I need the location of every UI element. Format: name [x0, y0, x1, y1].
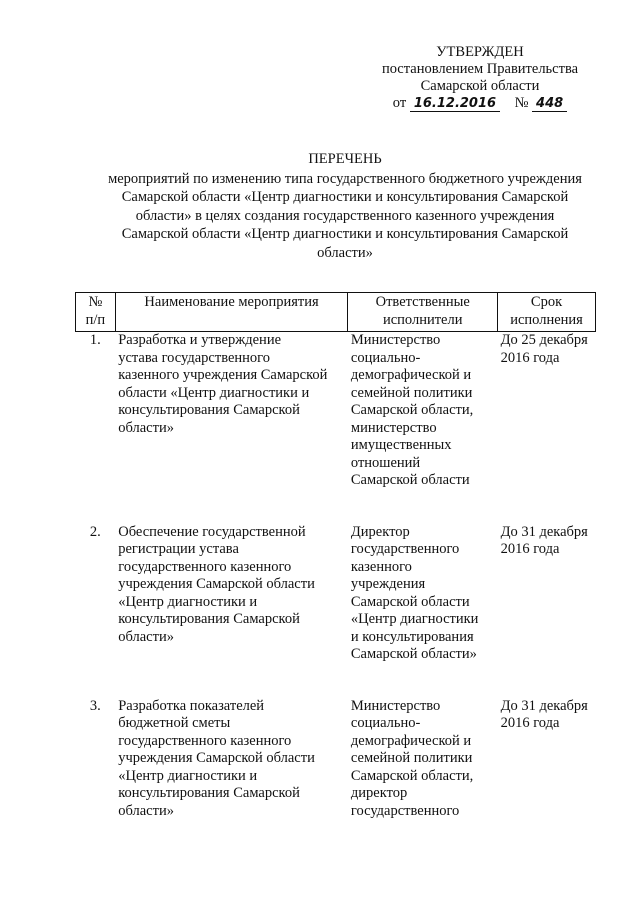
row-responsible: [348, 524, 498, 664]
row-responsible-line: Самарской области: [350, 593, 470, 610]
row-deadline: [498, 524, 596, 664]
row-deadline-line: До 31 декабря: [500, 523, 588, 540]
row-deadline-line: До 25 декабря: [500, 332, 588, 348]
subtitle-line: области» в целях создания государственного казенного учреждения: [135, 207, 555, 224]
row-activity-line: области «Центр диагностики и: [118, 384, 310, 401]
row-responsible: [348, 332, 498, 490]
number-prefix: №: [514, 95, 529, 111]
row-activity-line: области»: [118, 802, 174, 819]
row-responsible-line: имущественных: [350, 437, 452, 453]
subtitle-line: мероприятий по изменению типа государственного бюджетного учреждения: [108, 170, 582, 187]
row-activity-line: государственного казенного: [118, 558, 292, 575]
header-text: исполнения: [510, 311, 583, 328]
row-activity-line: консультирования Самарской: [118, 402, 300, 418]
row-responsible-line: Министерство: [350, 697, 441, 714]
row-responsible-line: государственного: [350, 802, 460, 819]
subtitle-line: Самарской области «Центр диагностики и консультирования Самарской: [121, 189, 569, 205]
approval-block: [360, 44, 600, 112]
row-deadline-line: 2016 года: [500, 715, 560, 731]
row-responsible-line: Директор: [350, 523, 410, 540]
row-responsible-line: казенного: [350, 558, 412, 575]
row-deadline-line: 2016 года: [500, 349, 560, 366]
row-responsible-line: и консультирования: [350, 628, 474, 645]
row-activity-line: устава государственного: [118, 349, 271, 366]
document-heading: ПЕРЕЧЕНЬ: [308, 151, 382, 167]
handwritten-date: 16.12.2016: [410, 96, 500, 112]
activities-table: [75, 292, 596, 820]
row-activity-line: бюджетной сметы: [118, 715, 231, 731]
header-responsible: [348, 293, 498, 332]
row-deadline-line: 2016 года: [500, 541, 560, 557]
table-row: [76, 332, 596, 490]
row-deadline: [498, 332, 596, 490]
header-number: [76, 293, 116, 332]
row-deadline-line: До 31 декабря: [500, 697, 588, 714]
header-text: Ответственные: [375, 294, 470, 310]
row-activity: [115, 332, 348, 490]
header-text: №: [88, 294, 103, 310]
date-prefix: от: [392, 95, 407, 111]
row-activity-line: казенного учреждения Самарской: [118, 367, 328, 383]
row-activity-line: учреждения Самарской области: [118, 750, 315, 766]
table-header-row: [76, 293, 596, 332]
row-responsible-line: «Центр диагностики: [350, 611, 479, 627]
row-activity-line: государственного казенного: [118, 732, 292, 749]
row-responsible-line: отношений: [350, 454, 421, 471]
table-row: [76, 698, 596, 821]
row-number: 1.: [89, 332, 101, 348]
row-activity-line: области»: [118, 628, 174, 645]
approval-line-1: постановлением Правительства: [381, 61, 579, 77]
row-activity-line: регистрации устава: [118, 541, 239, 557]
row-responsible-line: Самарской области,: [350, 402, 474, 418]
subtitle-line: области»: [317, 244, 373, 261]
row-spacer: [76, 664, 596, 698]
approval-line-2: Самарской области: [420, 78, 540, 94]
row-responsible-line: семейной политики: [350, 384, 473, 401]
header-deadline: [498, 293, 596, 332]
row-activity-line: Разработка и утверждение: [118, 332, 282, 348]
row-responsible-line: министерство: [350, 419, 437, 436]
row-activity-line: консультирования Самарской: [118, 785, 300, 801]
row-responsible: [348, 698, 498, 821]
row-responsible-line: демографической и: [350, 367, 472, 383]
row-deadline: [498, 698, 596, 821]
row-activity-line: консультирования Самарской: [118, 611, 300, 627]
row-spacer: [76, 490, 596, 524]
row-responsible-line: социально-: [350, 715, 421, 731]
approval-title: УТВЕРЖДЕН: [436, 44, 524, 60]
header-text: Срок: [530, 294, 563, 310]
row-responsible-line: семейной политики: [350, 750, 473, 766]
subtitle-line: Самарской области «Центр диагностики и консультирования Самарской: [121, 226, 569, 242]
row-responsible-line: социально-: [350, 349, 421, 366]
header-text: исполнители: [382, 311, 463, 328]
row-activity-line: «Центр диагностики и: [118, 767, 258, 784]
row-responsible-line: Самарской области»: [350, 646, 477, 662]
row-activity-line: учреждения Самарской области: [118, 576, 315, 592]
approval-date-number: [360, 95, 600, 112]
handwritten-number: 448: [532, 96, 567, 112]
row-responsible-line: директор: [350, 785, 408, 801]
row-activity-line: «Центр диагностики и: [118, 593, 258, 610]
document-title: [90, 150, 600, 262]
row-responsible-line: учреждения: [350, 576, 426, 592]
row-responsible-line: Самарской области,: [350, 767, 474, 784]
row-activity-line: области»: [118, 419, 174, 436]
row-responsible-line: Самарской области: [350, 472, 470, 488]
row-activity-line: Разработка показателей: [118, 697, 265, 714]
row-activity: [115, 698, 348, 821]
header-text: п/п: [85, 311, 106, 328]
row-responsible-line: демографической и: [350, 732, 472, 749]
header-text: Наименование мероприятия: [144, 294, 319, 310]
row-number: 3.: [89, 697, 101, 714]
row-activity: [115, 524, 348, 664]
table-row: [76, 524, 596, 664]
row-number: 2.: [89, 523, 101, 540]
row-responsible-line: государственного: [350, 541, 460, 557]
header-activity: [115, 293, 348, 332]
row-activity-line: Обеспечение государственной: [118, 523, 306, 540]
row-responsible-line: Министерство: [350, 332, 441, 348]
